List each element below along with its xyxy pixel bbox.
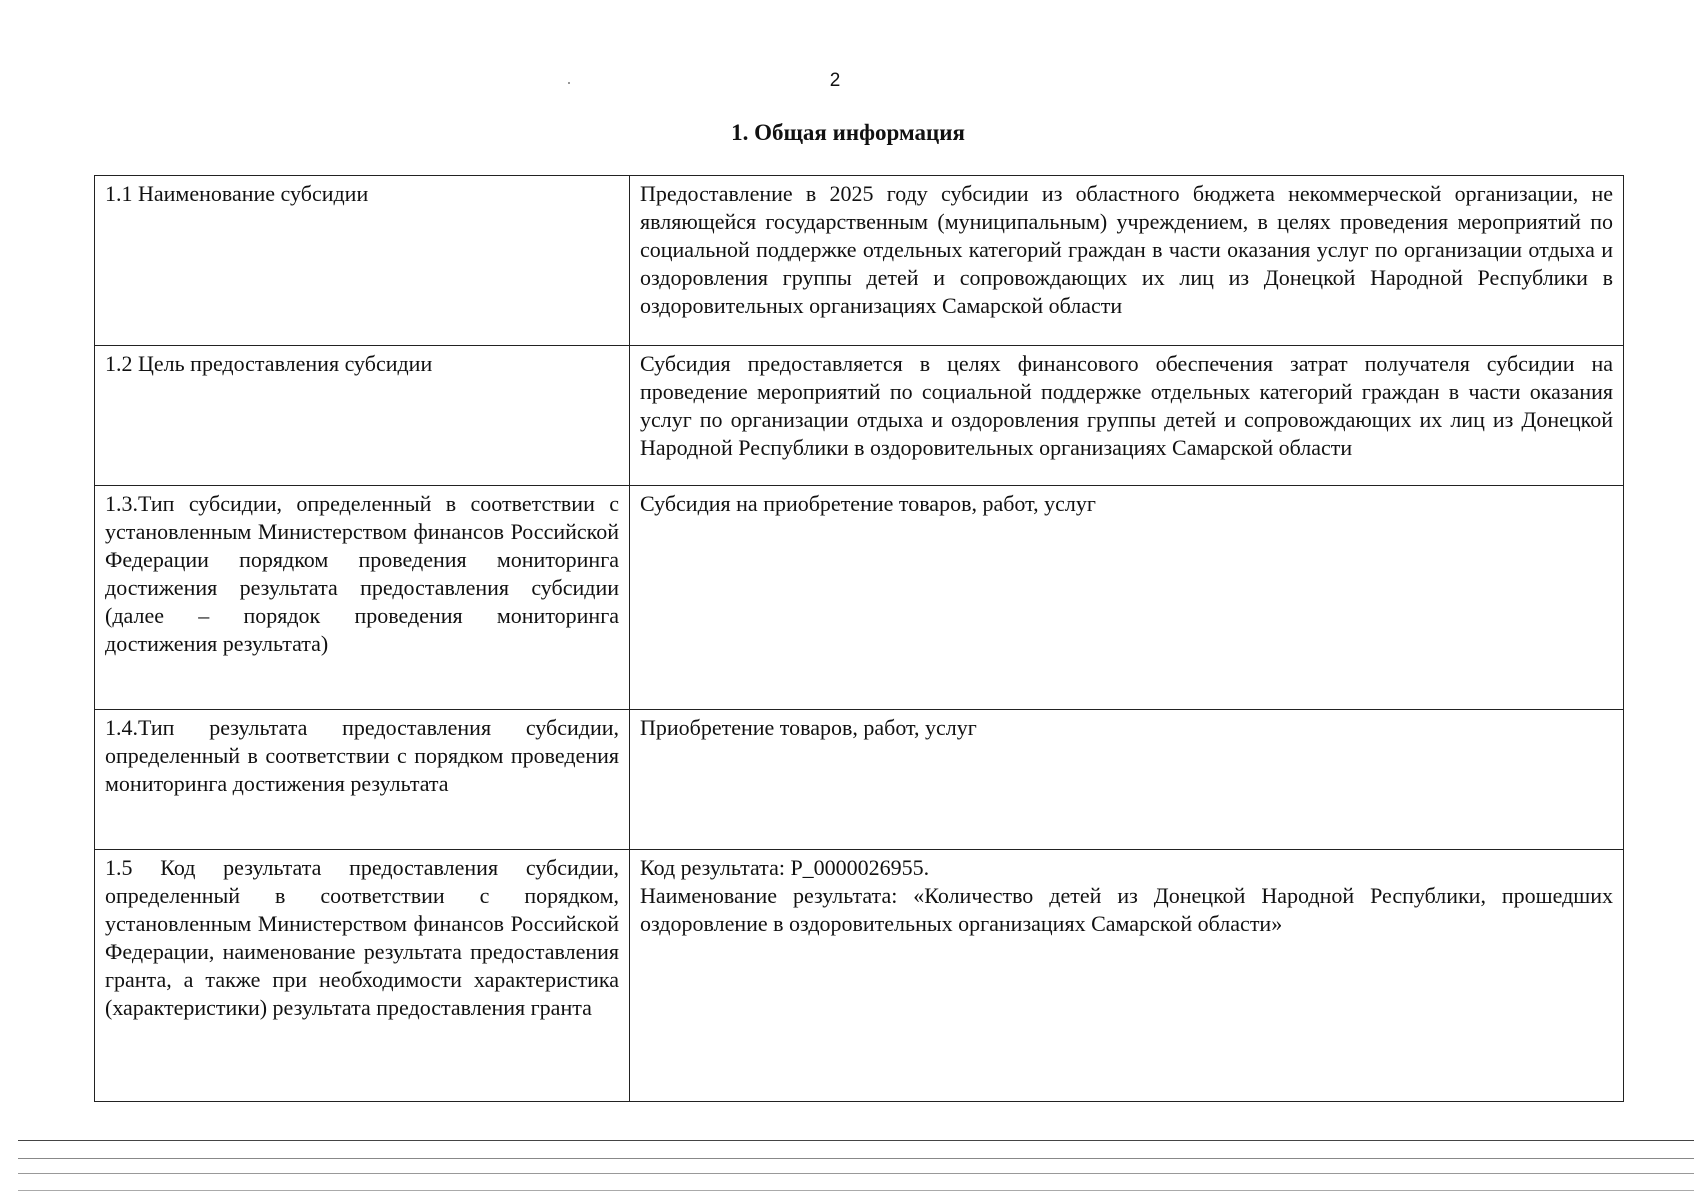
scan-speck: [568, 82, 570, 84]
general-info-table: [94, 175, 1624, 1102]
table-row: [95, 486, 1624, 710]
row-label: 1.4.Тип результата предоставления субсидии, определенный в соответствии с порядком проведения мониторинга достижения результата: [95, 710, 630, 850]
row-value: Субсидия на приобретение товаров, работ, услуг: [630, 486, 1624, 710]
row-label: 1.5 Код результата предоставления субсидии, определенный в соответствии с порядком, установленным Министерством финансов Российской Федерации, наименование результата предоставления гранта, а также при необходимости характеристика (характеристики) результата предоставления гранта: [95, 850, 630, 1102]
table-row: [95, 176, 1624, 346]
row-label: 1.2 Цель предоставления субсидии: [95, 346, 630, 486]
table-row: [95, 710, 1624, 850]
footer-rule: [18, 1173, 1694, 1174]
page-number: 2: [829, 70, 841, 91]
footer-rule: [18, 1140, 1694, 1141]
row-value: Предоставление в 2025 году субсидии из областного бюджета некоммерческой организации, не являющейся государственным (муниципальным) учреждением, в целях проведения мероприятий по социальной поддержке отдельных категорий граждан в части оказания услуг по организации отдыха и оздоровления группы детей и сопровождающих их лиц из Донецкой Народной Республики в оздоровительных организациях Самарской области: [630, 176, 1624, 346]
footer-rule: [18, 1190, 1694, 1191]
row-value: Субсидия предоставляется в целях финансового обеспечения затрат получателя субсидии на проведение мероприятий по социальной поддержке отдельных категорий граждан в части оказания услуг по организации отдыха и оздоровления группы детей и сопровождающих их лиц из Донецкой Народной Республики в оздоровительных организациях Самарской области: [630, 346, 1624, 486]
result-code: Код результата: Р_0000026955.: [640, 855, 930, 880]
row-value: Приобретение товаров, работ, услуг: [630, 710, 1624, 850]
table-row: [95, 850, 1624, 1102]
row-label: 1.3.Тип субсидии, определенный в соответствии с установленным Министерством финансов Российской Федерации порядком проведения мониторинга достижения результата предоставления субсидии (далее – порядок проведения мониторинга достижения результата): [95, 486, 630, 710]
row-label: 1.1 Наименование субсидии: [95, 176, 630, 346]
table-row: [95, 346, 1624, 486]
row-value: [630, 850, 1624, 1102]
section-title: 1. Общая информация: [731, 120, 965, 145]
result-name: Наименование результата: «Количество детей из Донецкой Народной Республики, прошедших оздоровление в оздоровительных организациях Самарской области»: [640, 883, 1613, 936]
footer-rule: [18, 1158, 1694, 1159]
